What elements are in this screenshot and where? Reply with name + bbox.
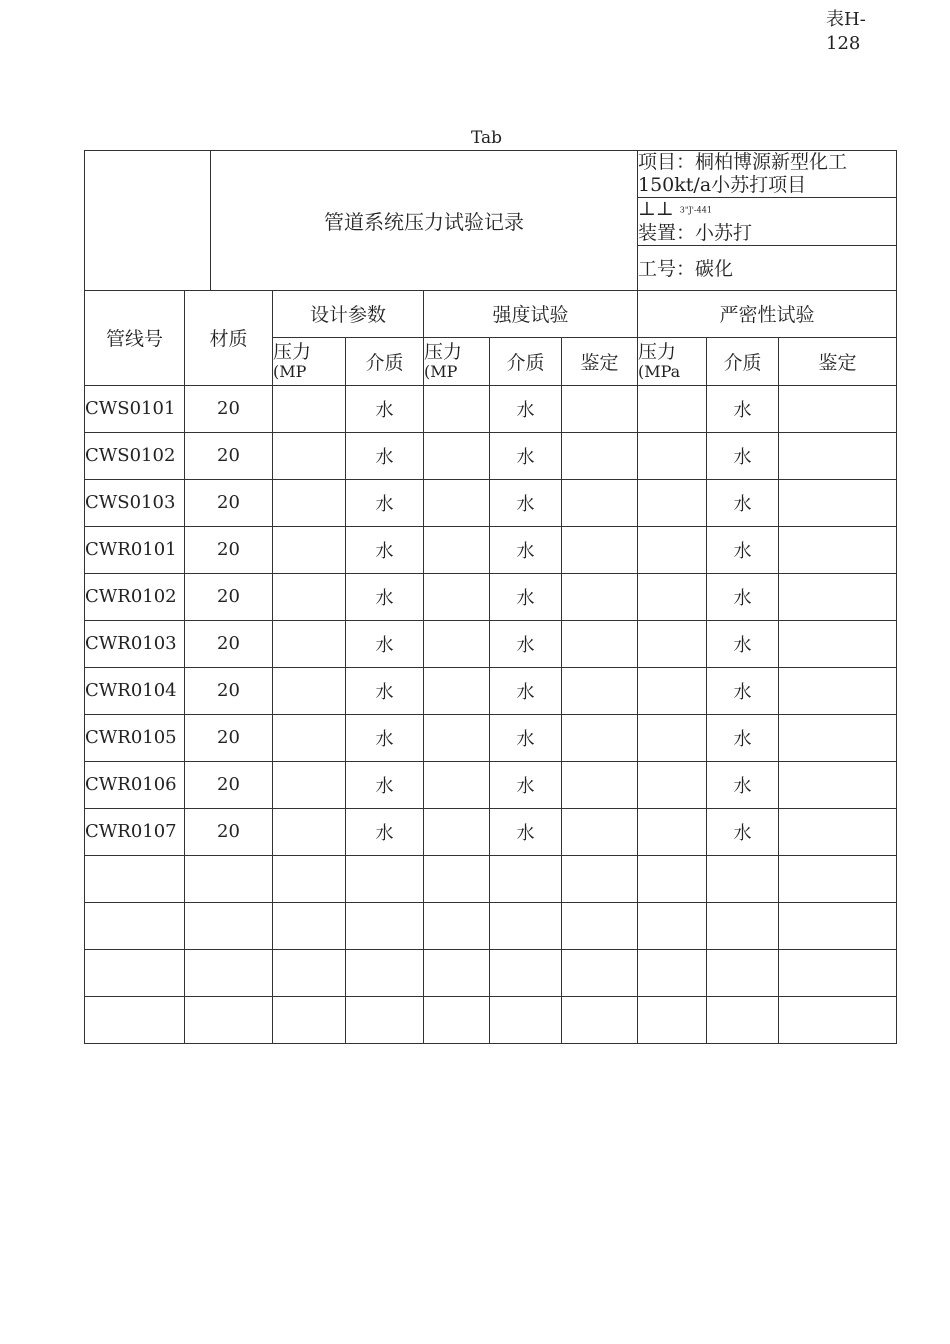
material-cell xyxy=(185,996,273,1043)
strength-pressure-cell xyxy=(424,667,490,714)
tightness-medium-cell: 水 xyxy=(707,620,779,667)
strength-pressure-cell xyxy=(424,432,490,479)
strength-medium-cell: 水 xyxy=(490,714,562,761)
material-cell: 20 xyxy=(185,620,273,667)
strength-pressure-cell xyxy=(424,855,490,902)
strength-assessment-cell xyxy=(562,620,638,667)
table-row xyxy=(85,432,897,479)
design-medium-cell: 水 xyxy=(346,432,424,479)
table-row xyxy=(85,808,897,855)
tightness-medium-cell xyxy=(707,949,779,996)
strength-medium-header: 介质 xyxy=(490,337,562,385)
tightness-pressure-cell xyxy=(638,996,707,1043)
strength-medium-cell: 水 xyxy=(490,479,562,526)
tightness-medium-cell: 水 xyxy=(707,714,779,761)
tightness-pressure-cell xyxy=(638,385,707,432)
material-cell: 20 xyxy=(185,573,273,620)
unit-note: 3"J'-441 xyxy=(679,205,712,215)
strength-pressure-cell xyxy=(424,620,490,667)
line-number-cell xyxy=(85,996,185,1043)
table-row xyxy=(85,949,897,996)
tightness-assessment-cell xyxy=(779,667,897,714)
strength-medium-cell xyxy=(490,902,562,949)
design-pressure-header: 压力 (MP xyxy=(273,337,346,385)
col-design-params: 设计参数 xyxy=(273,290,424,337)
strength-assessment-cell xyxy=(562,855,638,902)
design-pressure-cell xyxy=(273,761,346,808)
design-medium-cell: 水 xyxy=(346,808,424,855)
line-number-cell: CWR0107 xyxy=(85,808,185,855)
tightness-assessment-cell xyxy=(779,479,897,526)
col-line-number: 管线号 xyxy=(85,290,185,385)
line-number-cell xyxy=(85,902,185,949)
tightness-medium-cell: 水 xyxy=(707,573,779,620)
table-row xyxy=(85,714,897,761)
table-row xyxy=(85,620,897,667)
strength-assessment-header: 鉴定 xyxy=(562,337,638,385)
strength-assessment-cell xyxy=(562,385,638,432)
table-row xyxy=(85,996,897,1043)
tightness-assessment-cell xyxy=(779,855,897,902)
tightness-pressure-cell xyxy=(638,902,707,949)
strength-pressure-cell xyxy=(424,761,490,808)
strength-assessment-cell xyxy=(562,996,638,1043)
strength-medium-cell: 水 xyxy=(490,808,562,855)
tightness-medium-cell: 水 xyxy=(707,432,779,479)
strength-pressure-cell xyxy=(424,385,490,432)
line-number-cell: CWS0102 xyxy=(85,432,185,479)
strength-assessment-cell xyxy=(562,808,638,855)
tightness-assessment-cell xyxy=(779,573,897,620)
design-medium-cell: 水 xyxy=(346,620,424,667)
strength-assessment-cell xyxy=(562,667,638,714)
line-number-cell xyxy=(85,949,185,996)
tightness-assessment-cell xyxy=(779,761,897,808)
design-pressure-cell xyxy=(273,808,346,855)
design-medium-cell: 水 xyxy=(346,479,424,526)
tightness-medium-header: 介质 xyxy=(707,337,779,385)
project-name: 项目：桐柏博源新型化工 xyxy=(638,151,848,173)
design-pressure-cell xyxy=(273,996,346,1043)
tightness-pressure-cell xyxy=(638,855,707,902)
strength-pressure-header: 压力 (MP xyxy=(424,337,490,385)
design-pressure-cell xyxy=(273,714,346,761)
strength-assessment-cell xyxy=(562,526,638,573)
blank-header-cell xyxy=(85,151,211,291)
table-row xyxy=(85,761,897,808)
tightness-medium-cell: 水 xyxy=(707,808,779,855)
strength-pressure-cell xyxy=(424,714,490,761)
strength-medium-cell: 水 xyxy=(490,761,562,808)
tightness-medium-cell: 水 xyxy=(707,667,779,714)
material-cell xyxy=(185,855,273,902)
tightness-medium-cell xyxy=(707,902,779,949)
design-medium-header: 介质 xyxy=(346,337,424,385)
table-row xyxy=(85,526,897,573)
material-cell: 20 xyxy=(185,667,273,714)
strength-pressure-cell xyxy=(424,573,490,620)
tightness-medium-cell xyxy=(707,996,779,1043)
line-number-cell: CWS0103 xyxy=(85,479,185,526)
strength-medium-cell: 水 xyxy=(490,432,562,479)
strength-medium-cell xyxy=(490,855,562,902)
table-row xyxy=(85,479,897,526)
strength-medium-cell: 水 xyxy=(490,385,562,432)
tightness-assessment-cell xyxy=(779,620,897,667)
strength-medium-cell: 水 xyxy=(490,620,562,667)
strength-assessment-cell xyxy=(562,714,638,761)
tightness-pressure-cell xyxy=(638,526,707,573)
material-cell: 20 xyxy=(185,714,273,761)
tightness-assessment-cell xyxy=(779,714,897,761)
design-medium-cell xyxy=(346,902,424,949)
design-pressure-cell xyxy=(273,667,346,714)
tightness-assessment-cell xyxy=(779,949,897,996)
col-material: 材质 xyxy=(185,290,273,385)
table-row xyxy=(85,855,897,902)
form-number: 表H- 128 xyxy=(826,9,866,54)
line-number-cell: CWR0105 xyxy=(85,714,185,761)
strength-medium-cell: 水 xyxy=(490,526,562,573)
material-cell: 20 xyxy=(185,385,273,432)
line-number-cell: CWR0104 xyxy=(85,667,185,714)
design-pressure-cell xyxy=(273,479,346,526)
tightness-pressure-cell xyxy=(638,432,707,479)
table-row xyxy=(85,385,897,432)
tightness-pressure-cell xyxy=(638,714,707,761)
tightness-medium-cell: 水 xyxy=(707,479,779,526)
design-medium-cell: 水 xyxy=(346,667,424,714)
strength-assessment-cell xyxy=(562,432,638,479)
design-medium-cell: 水 xyxy=(346,526,424,573)
line-number-cell: CWR0106 xyxy=(85,761,185,808)
design-pressure-cell xyxy=(273,902,346,949)
strength-assessment-cell xyxy=(562,761,638,808)
strength-assessment-cell xyxy=(562,479,638,526)
tightness-pressure-cell xyxy=(638,808,707,855)
table-row xyxy=(85,902,897,949)
material-cell: 20 xyxy=(185,432,273,479)
pressure-test-record-table xyxy=(84,150,897,1044)
tightness-pressure-cell xyxy=(638,761,707,808)
strength-pressure-cell xyxy=(424,479,490,526)
work-number: 工号：碳化 xyxy=(638,245,897,290)
design-pressure-cell xyxy=(273,949,346,996)
material-cell: 20 xyxy=(185,808,273,855)
strength-assessment-cell xyxy=(562,949,638,996)
strength-pressure-cell xyxy=(424,949,490,996)
design-medium-cell xyxy=(346,855,424,902)
design-pressure-cell xyxy=(273,526,346,573)
material-cell xyxy=(185,949,273,996)
strength-medium-cell xyxy=(490,949,562,996)
line-number-cell xyxy=(85,855,185,902)
line-number-cell: CWR0101 xyxy=(85,526,185,573)
strength-medium-cell: 水 xyxy=(490,573,562,620)
strength-pressure-cell xyxy=(424,902,490,949)
tightness-assessment-cell xyxy=(779,432,897,479)
col-tightness-test: 严密性试验 xyxy=(638,290,897,337)
material-cell: 20 xyxy=(185,761,273,808)
tightness-medium-cell xyxy=(707,855,779,902)
material-cell: 20 xyxy=(185,526,273,573)
tightness-assessment-cell xyxy=(779,808,897,855)
design-medium-cell: 水 xyxy=(346,761,424,808)
unit-glyph: ⊥⊥ xyxy=(638,198,674,220)
tightness-assessment-cell xyxy=(779,526,897,573)
line-number-cell: CWR0103 xyxy=(85,620,185,667)
tightness-assessment-cell xyxy=(779,385,897,432)
strength-assessment-cell xyxy=(562,573,638,620)
project-subtitle: 150kt/a小苏打项目 xyxy=(638,174,807,196)
tab-label: Tab xyxy=(471,128,503,148)
tightness-medium-cell: 水 xyxy=(707,761,779,808)
tightness-medium-cell: 水 xyxy=(707,385,779,432)
strength-assessment-cell xyxy=(562,902,638,949)
tightness-pressure-cell xyxy=(638,949,707,996)
tightness-assessment-cell xyxy=(779,996,897,1043)
table-row xyxy=(85,573,897,620)
strength-pressure-cell xyxy=(424,526,490,573)
strength-medium-cell xyxy=(490,996,562,1043)
material-cell xyxy=(185,902,273,949)
tightness-medium-cell: 水 xyxy=(707,526,779,573)
design-medium-cell xyxy=(346,949,424,996)
tightness-pressure-cell xyxy=(638,573,707,620)
col-strength-test: 强度试验 xyxy=(424,290,638,337)
design-medium-cell: 水 xyxy=(346,573,424,620)
material-cell: 20 xyxy=(185,479,273,526)
tightness-assessment-header: 鉴定 xyxy=(779,337,897,385)
device-name: 装置：小苏打 xyxy=(638,221,753,244)
design-medium-cell: 水 xyxy=(346,385,424,432)
strength-pressure-cell xyxy=(424,996,490,1043)
tightness-pressure-cell xyxy=(638,667,707,714)
strength-medium-cell: 水 xyxy=(490,667,562,714)
device-cell xyxy=(638,198,897,246)
design-pressure-cell xyxy=(273,573,346,620)
design-medium-cell: 水 xyxy=(346,714,424,761)
design-pressure-cell xyxy=(273,385,346,432)
table-row xyxy=(85,667,897,714)
strength-pressure-cell xyxy=(424,808,490,855)
project-cell xyxy=(638,151,897,198)
record-title: 管道系统压力试验记录 xyxy=(211,151,638,291)
design-medium-cell xyxy=(346,996,424,1043)
design-pressure-cell xyxy=(273,620,346,667)
tightness-pressure-cell xyxy=(638,620,707,667)
tightness-assessment-cell xyxy=(779,902,897,949)
line-number-cell: CWS0101 xyxy=(85,385,185,432)
tightness-pressure-header: 压力 (MPa xyxy=(638,337,707,385)
design-pressure-cell xyxy=(273,432,346,479)
design-pressure-cell xyxy=(273,855,346,902)
tightness-pressure-cell xyxy=(638,479,707,526)
line-number-cell: CWR0102 xyxy=(85,573,185,620)
